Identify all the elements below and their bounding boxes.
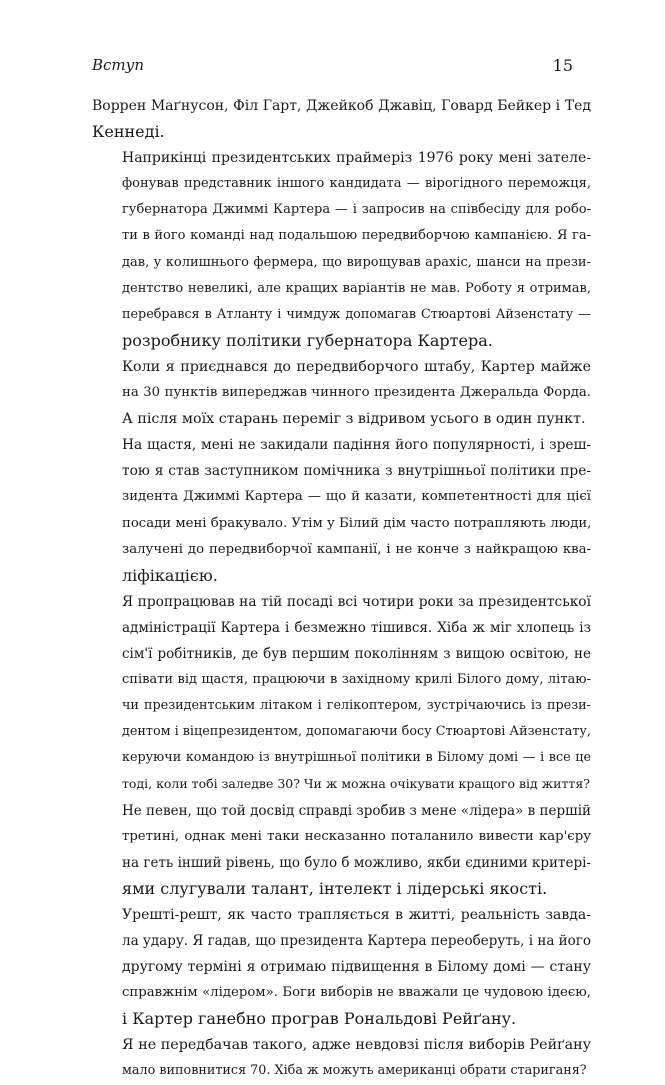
text-line: чи президентським літаком і гелікоптером, зустрічаючись із прези-	[122, 698, 591, 714]
text-line: на геть інший рівень, що було б можливо, якби єдиними критері-	[122, 854, 591, 871]
text-line: керуючи командою із внутрішньої політики в Білому домі — і все це	[122, 750, 591, 766]
text-line: розробнику політики губернатора Картера.	[122, 330, 493, 350]
paragraph	[92, 1032, 591, 1084]
text-line: Воррен Маґнусон, Філ Гарт, Джейкоб Джавіц, Говард Бейкер і Тед	[92, 98, 591, 114]
text-line: тою я став заступником помічника з внутрішньої політики пре-	[122, 463, 591, 480]
section-title: Вступ	[92, 56, 145, 74]
paragraph	[92, 145, 591, 354]
text-line: На щастя, мені не закидали падіння його популярності, і зреш-	[122, 437, 591, 454]
text-line: дентство невеликі, але кращих варіантів не мав. Роботу я отримав,	[122, 280, 591, 296]
text-line: на 30 пунктів випереджав чинного президента Джеральда Форда.	[122, 385, 591, 401]
text-line: ліфікацією.	[122, 565, 218, 585]
text-line: Наприкінці президентських праймеріз 1976 року мені зателе-	[122, 150, 591, 167]
text-line: Коли я приєднався до передвиборчого штабу, Картер майже	[122, 358, 591, 375]
text-line: перебрався в Атланту і чимдуж допомагав Стюартові Айзенстату —	[122, 306, 591, 322]
text-line: ями слугували талант, інтелект і лідерські якості.	[122, 878, 548, 898]
text-line: тоді, коли тобі заледве 30? Чи ж можна очікувати кращого від життя?	[122, 776, 590, 792]
text-line: мало виповнитися 70. Хіба ж можуть американці обрати стариганя?	[122, 1063, 587, 1079]
text-line: дав, у колишнього фермера, що вирощував арахіс, шанси на прези-	[122, 254, 591, 270]
paragraph	[92, 354, 591, 432]
text-line: другому терміні я отримаю підвищення в Білому домі — стану	[122, 959, 591, 976]
text-line: губернатора Джиммі Картера — і запросив на співбесіду для робо-	[122, 202, 591, 218]
text-line: і Картер ганебно програв Рональдові Рейґану.	[122, 1009, 517, 1029]
text-line: дентом і віцепрезидентом, допомагаючи босу Стюартові Айзенстату,	[122, 724, 591, 740]
text-line: ла удару. Я гадав, що президента Картера переоберуть, і на його	[122, 933, 592, 949]
paragraph	[92, 432, 591, 589]
text-line: справжнім «лідером». Боги виборів не вважали це чудовою ідеєю,	[122, 985, 591, 1001]
text-line: співати від щастя, працюючи в західному крилі Білого дому, літаю-	[122, 672, 591, 688]
text-line: Не певен, що той досвід справді зробив з мене «лідера» в першій	[122, 802, 592, 819]
text-line: А після моїх старань переміг з відривом усього в один пункт.	[122, 411, 586, 428]
text-line: Я не передбачав такого, адже невдовзі після виборів Рейґану	[122, 1037, 591, 1054]
body-text	[92, 93, 591, 1085]
page-number: 15	[552, 56, 573, 75]
text-line: ти в його команді над подальшою передвиборчою кампанією. Я га-	[122, 228, 591, 244]
running-header	[92, 56, 573, 80]
text-line: Кеннеді.	[92, 122, 165, 142]
paragraph	[92, 589, 591, 798]
text-line: сім'ї робітників, де був першим поколінням з вищою освітою, не	[122, 645, 591, 662]
text-line: Я пропрацював на тій посаді всі чотири роки за президентської	[122, 593, 591, 610]
paragraph	[92, 798, 591, 902]
paragraph	[92, 902, 591, 1032]
text-line: Урешті-решт, як часто трапляється в житті, реальність завда-	[122, 906, 591, 923]
text-line: адміністрації Картера і безмежно тішився. Хіба ж міг хлопець із	[122, 619, 591, 636]
text-line: залучені до передвиборчої кампанії, і не конче з найкращою ква-	[122, 541, 591, 557]
text-line: фонував представник іншого кандидата — вірогідного переможця,	[122, 176, 591, 192]
text-line: посади мені бракувало. Утім у Білий дім часто потрапляють люди,	[122, 515, 592, 531]
text-line: зидента Джиммі Картера — що й казати, компетентності для цієї	[122, 489, 591, 505]
paragraph	[92, 93, 591, 145]
text-line: третині, однак мені таки несказанно поталанило вивести кар'єру	[122, 828, 591, 844]
